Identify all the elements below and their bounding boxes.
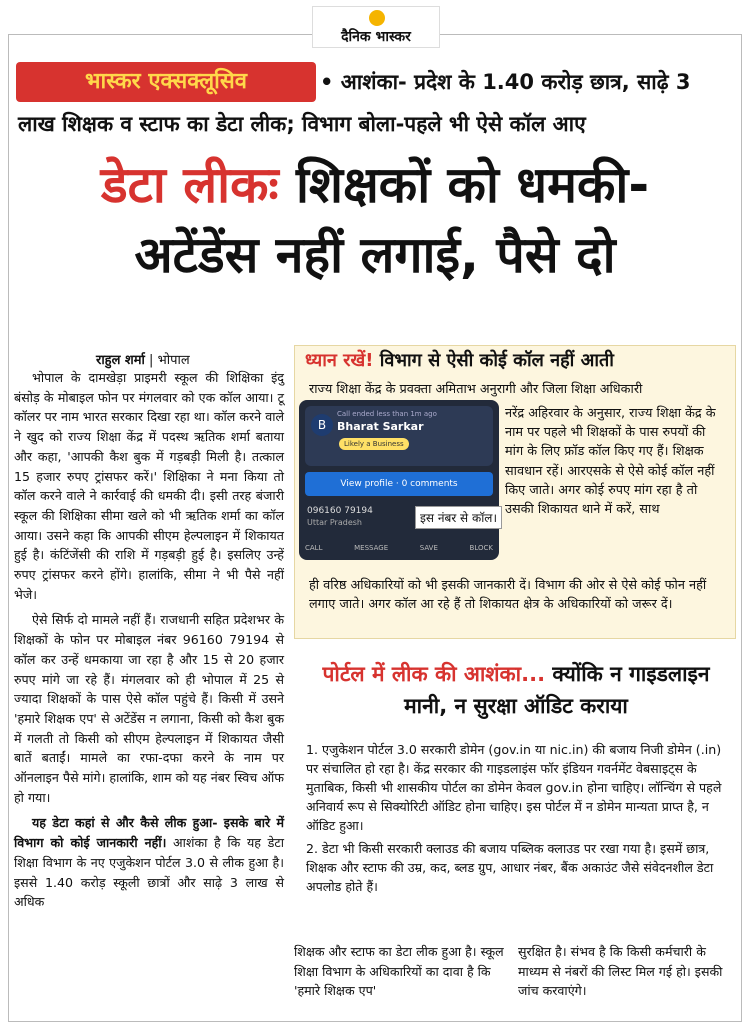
section2-body (306, 740, 730, 900)
subhead-bold: यह डेटा कहां से और कैसे लीक हुआ- इसके बारे में विभाग को कोई जानकारी नहीं। (14, 815, 284, 851)
bottom-col3-text: सुरक्षित है। संभव है कि किसी कर्मचारी के माध्यम से नंबरों की लिस्ट मिल गई हो। इसकी जांच करवाएंगे। (518, 944, 723, 998)
kicker-line-2: लाख शिक्षक व स्टाफ का डेटा लीक; विभाग बोला-पहले भी ऐसे कॉल आए (18, 112, 586, 136)
byline (96, 350, 190, 368)
exclusive-badge: भास्कर एक्सक्लूसिव (16, 62, 316, 102)
section2-head-rest: क्योंकि न गाइडलाइन मानी, न सुरक्षा ऑडिट कराया (404, 662, 710, 718)
call-status: Call ended less than 1m ago (337, 410, 437, 418)
call-banner (305, 406, 493, 466)
business-tag: Likely a Business (339, 438, 409, 450)
section2-headline (300, 658, 732, 722)
message-action: MESSAGE (354, 544, 389, 552)
call-action: CALL (305, 544, 323, 552)
caller-avatar: B (311, 414, 333, 436)
bottom-column-2 (294, 942, 504, 1001)
phone-actions (305, 544, 493, 552)
section2-point-1: 1. एजुकेशन पोर्टल 3.0 सरकारी डोमेन (gov.in या nic.in) की बजाय निजी डोमेन (.in) पर संचालित हो रहा है। केंद्र सरकार की गाइडलाइंस फॉर इंडियन गवर्नमेंट वेबसाइट्स के मुताबिक, किसी भी शासकीय पोर्टल का डोमेन केवल gov.in होना चाहिए। लॉन्चिंग से पहले अनिवार्य रूप से सिक्योरिटी ऑडिट होना चाहिए। इस पोर्टल में न डोमेन मान्यता प्राप्त है, न ऑडिट हुआ। (306, 742, 722, 833)
headline-line-2: अटेंडेंस नहीं लगाई, पैसे दो (134, 226, 616, 284)
phone-location: Uttar Pradesh (307, 518, 362, 527)
box-right-text: नरेंद्र अहिरवार के अनुसार, राज्य शिक्षा केंद्र के नाम पर पहले भी शिक्षकों के पास रुपयों की मांग के लिए फ्रॉड कॉल किए गए हैं। शिक्षक सावधान रहें। आरएसके से ऐसे कोई कॉल नहीं किए जाते। अगर कोई रुपए मांग रहा है तो उसकी शिकायत थाने में करें, साथ (505, 406, 716, 518)
box-bottom-text: ही वरिष्ठ अधिकारियों को भी इसकी जानकारी दें। विभाग की ओर से ऐसे कोई फोन नहीं लगाए जाते। अगर कॉल आ रहे हैं तो शिकायत क्षेत्र के अधिकारियों को जरूर दें। (309, 578, 707, 612)
box-title (305, 348, 614, 372)
paragraph-3-text: आशंका है कि यह डेटा शिक्षा विभाग के नए एजुकेशन पोर्टल 3.0 से लीक हुआ है। इससे 1.40 करोड़ स्कूली छात्रों और साढ़े 3 लाख से अधिक (14, 835, 285, 910)
masthead-logo (312, 6, 440, 48)
kicker-line-1: • आशंका- प्रदेश के 1.40 करोड़ छात्र, साढ़े 3 (320, 70, 691, 94)
main-headline (18, 150, 732, 290)
section2-head-red: पोर्टल में लीक की आशंका... (322, 662, 546, 686)
caution-box (294, 345, 736, 639)
paragraph-3 (14, 813, 284, 912)
box-lead: राज्य शिक्षा केंद्र के प्रवक्ता अमिताभ अनुरागी और जिला शिक्षा अधिकारी (309, 382, 643, 397)
dateline: | भोपाल (144, 353, 190, 368)
caller-name: Bharat Sarkar (337, 420, 424, 433)
main-column (14, 368, 284, 918)
masthead-name: दैनिक भास्कर (341, 29, 411, 45)
sun-icon (369, 10, 385, 26)
box-title-rest: विभाग से ऐसी कोई कॉल नहीं आती (373, 350, 614, 371)
box-title-red: ध्यान रखें! (305, 350, 374, 371)
save-action: SAVE (419, 544, 438, 552)
section2-point-2: 2. डेटा भी किसी सरकारी क्लाउड की बजाय पब्लिक क्लाउड पर रखा गया है। इसमें छात्र, शिक्षक और स्टाफ की उम्र, कद, ब्लड ग्रुप, आधार नंबर, बैंक अकाउंट जैसे संवेदनशील डेटा अपलोड होते हैं। (306, 841, 714, 894)
phone-caption: इस नंबर से कॉल। (415, 506, 502, 529)
bottom-column-3 (518, 942, 732, 1001)
paragraph-1: भोपाल के दामखेड़ा प्राइमरी स्कूल की शिक्षिका इंदु बंसोड़ के मोबाइल फोन पर मंगलवार को एक कॉल आया। टू कॉलर पर नाम भारत सरकार दिखा रहा था। कॉल करने वाले ने खुद को राज्य शिक्षा केंद्र में पदस्थ ऋतिक शर्मा बताया और कहा, 'आपकी कैश बुक में गड़बड़ी मिली है। तत्काल 15 हजार रुपए ट्रांसफर करें।' शिक्षिका ने मना किया तो कॉल करने वाले ने कार्रवाई की धमकी दी। इसी तरह बंजारी स्कूल की शिक्षिका सीमा खले को भी ऋतिक शर्मा का कॉल आया। उसने कहा कि आपकी सीएम हेल्पलाइन में शिकायत हुई है। कंटिंजेंसी की राशि में गड़बड़ी हुई है। इसलिए उन्हें रुपए ट्रांसफर करने होंगे। हालांकि, सीमा ने भी पैसे नहीं भेजे। (14, 370, 284, 602)
phone-screenshot (299, 400, 499, 560)
author-name: राहुल शर्मा (96, 353, 145, 368)
headline-rest: शिक्षकों को धमकी- (278, 156, 650, 214)
paragraph-2: ऐसे सिर्फ दो मामले नहीं हैं। राजधानी सहित प्रदेशभर के शिक्षकों के फोन पर मोबाइल नंबर 96160 79194 से कॉल कर उन्हें धमकाया जा रहा है और 15 से 20 हजार रुपए मांगे जा रहे हैं। मंगलवार को ही भोपाल में 25 से ज्यादा शिक्षकों के पास ऐसे कॉल पहुंचे हैं। किसी में उसने 'हमारे शिक्षक एप' से अटेंडेंस न लगाना, किसी को कैश बुक में गलती तो किसी को सीएम हेल्पलाइन में शिकायत जैसी बातें बताईं। मामले का रफा-दफा करने के नाम पर ऑनलाइन पैसे मांगे। हालांकि, शाम को यह नंबर स्विच ऑफ हो गया। (14, 612, 284, 805)
bottom-col2-text: शिक्षक और स्टाफ का डेटा लीक हुआ है। स्कूल शिक्षा विभाग के अधिकारियों का दावा है कि 'हमारे शिक्षक एप' (294, 944, 504, 998)
view-profile-button: View profile · 0 comments (305, 472, 493, 496)
block-action: BLOCK (469, 544, 493, 552)
phone-number: 096160 79194 (307, 506, 373, 516)
headline-red: डेटा लीकः (100, 156, 279, 214)
